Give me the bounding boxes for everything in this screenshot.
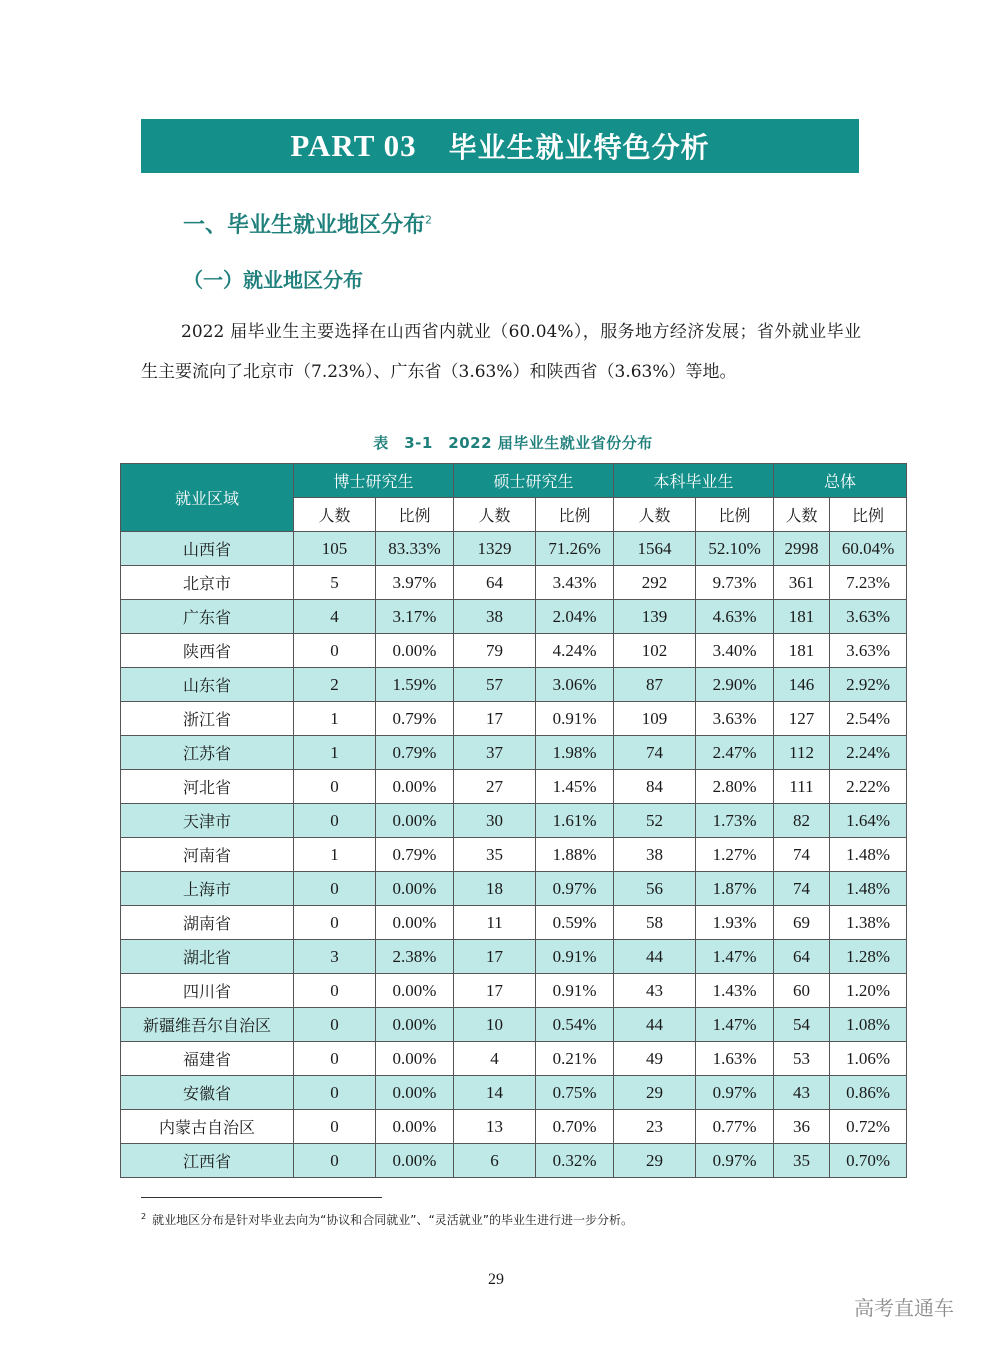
- sub-header-count: 人数: [294, 498, 376, 532]
- region-cell: 广东省: [121, 600, 294, 634]
- table-body: [121, 532, 907, 1178]
- count-cell: 74: [614, 736, 696, 770]
- count-cell: 69: [774, 906, 830, 940]
- sub-header-count: 人数: [454, 498, 536, 532]
- count-cell: 17: [454, 702, 536, 736]
- region-cell: 江西省: [121, 1144, 294, 1178]
- ratio-cell: 1.20%: [830, 974, 907, 1008]
- table-row: [121, 906, 907, 940]
- count-cell: 44: [614, 940, 696, 974]
- footnote-text: 就业地区分布是针对毕业去向为“协议和合同就业”、“灵活就业”的毕业生进行进一步分析。: [152, 1213, 633, 1227]
- ratio-cell: 0.00%: [376, 974, 454, 1008]
- ratio-cell: 0.00%: [376, 1076, 454, 1110]
- count-cell: 0: [294, 1042, 376, 1076]
- count-cell: 1329: [454, 532, 536, 566]
- ratio-cell: 0.86%: [830, 1076, 907, 1110]
- count-cell: 36: [774, 1110, 830, 1144]
- ratio-cell: 1.61%: [536, 804, 614, 838]
- ratio-cell: 1.98%: [536, 736, 614, 770]
- ratio-cell: 1.38%: [830, 906, 907, 940]
- count-cell: 127: [774, 702, 830, 736]
- count-cell: 0: [294, 906, 376, 940]
- count-cell: 53: [774, 1042, 830, 1076]
- ratio-cell: 3.06%: [536, 668, 614, 702]
- count-cell: 1: [294, 838, 376, 872]
- ratio-cell: 0.00%: [376, 770, 454, 804]
- region-cell: 湖北省: [121, 940, 294, 974]
- ratio-cell: 2.54%: [830, 702, 907, 736]
- count-cell: 6: [454, 1144, 536, 1178]
- ratio-cell: 4.24%: [536, 634, 614, 668]
- count-cell: 17: [454, 974, 536, 1008]
- ratio-cell: 1.48%: [830, 872, 907, 906]
- count-cell: 52: [614, 804, 696, 838]
- count-cell: 84: [614, 770, 696, 804]
- count-cell: 37: [454, 736, 536, 770]
- watermark-logo: 高考直通车: [854, 1296, 954, 1320]
- table-row: [121, 532, 907, 566]
- table-row: [121, 1110, 907, 1144]
- ratio-cell: 60.04%: [830, 532, 907, 566]
- count-cell: 4: [294, 600, 376, 634]
- ratio-cell: 0.72%: [830, 1110, 907, 1144]
- region-cell: 内蒙古自治区: [121, 1110, 294, 1144]
- ratio-cell: 1.63%: [696, 1042, 774, 1076]
- ratio-cell: 0.70%: [536, 1110, 614, 1144]
- count-cell: 82: [774, 804, 830, 838]
- count-cell: 0: [294, 804, 376, 838]
- ratio-cell: 0.00%: [376, 1008, 454, 1042]
- region-cell: 上海市: [121, 872, 294, 906]
- count-cell: 181: [774, 634, 830, 668]
- count-cell: 17: [454, 940, 536, 974]
- ratio-cell: 1.47%: [696, 1008, 774, 1042]
- count-cell: 87: [614, 668, 696, 702]
- region-cell: 安徽省: [121, 1076, 294, 1110]
- ratio-cell: 1.88%: [536, 838, 614, 872]
- ratio-cell: 1.45%: [536, 770, 614, 804]
- count-cell: 49: [614, 1042, 696, 1076]
- ratio-cell: 2.80%: [696, 770, 774, 804]
- table-row: [121, 1144, 907, 1178]
- section-heading: [183, 208, 432, 239]
- footnote-ref[interactable]: 2: [425, 213, 433, 227]
- ratio-cell: 0.00%: [376, 804, 454, 838]
- count-cell: 64: [454, 566, 536, 600]
- table-row: [121, 838, 907, 872]
- count-cell: 0: [294, 1008, 376, 1042]
- ratio-cell: 1.28%: [830, 940, 907, 974]
- ratio-cell: 1.87%: [696, 872, 774, 906]
- count-cell: 0: [294, 770, 376, 804]
- count-cell: 5: [294, 566, 376, 600]
- count-cell: 43: [614, 974, 696, 1008]
- table-row: [121, 702, 907, 736]
- count-cell: 292: [614, 566, 696, 600]
- ratio-cell: 0.91%: [536, 702, 614, 736]
- count-cell: 64: [774, 940, 830, 974]
- count-cell: 56: [614, 872, 696, 906]
- count-cell: 0: [294, 872, 376, 906]
- ratio-cell: 0.79%: [376, 702, 454, 736]
- ratio-cell: 1.64%: [830, 804, 907, 838]
- table-row: [121, 566, 907, 600]
- count-cell: 38: [614, 838, 696, 872]
- group-header-master: 硕士研究生: [454, 464, 614, 498]
- ratio-cell: 0.97%: [536, 872, 614, 906]
- count-cell: 1: [294, 736, 376, 770]
- part-title: 毕业生就业特色分析: [448, 131, 710, 164]
- ratio-cell: 3.17%: [376, 600, 454, 634]
- ratio-cell: 1.43%: [696, 974, 774, 1008]
- ratio-cell: 1.93%: [696, 906, 774, 940]
- ratio-cell: 3.63%: [830, 634, 907, 668]
- count-cell: 58: [614, 906, 696, 940]
- ratio-cell: 0.70%: [830, 1144, 907, 1178]
- ratio-cell: 0.00%: [376, 1144, 454, 1178]
- region-cell: 河北省: [121, 770, 294, 804]
- count-cell: 23: [614, 1110, 696, 1144]
- ratio-cell: 4.63%: [696, 600, 774, 634]
- region-cell: 新疆维吾尔自治区: [121, 1008, 294, 1042]
- ratio-cell: 0.91%: [536, 974, 614, 1008]
- count-cell: 57: [454, 668, 536, 702]
- ratio-cell: 0.21%: [536, 1042, 614, 1076]
- count-cell: 29: [614, 1144, 696, 1178]
- ratio-cell: 2.24%: [830, 736, 907, 770]
- ratio-cell: 3.40%: [696, 634, 774, 668]
- ratio-cell: 0.00%: [376, 1110, 454, 1144]
- count-cell: 13: [454, 1110, 536, 1144]
- page-number: 29: [488, 1271, 504, 1288]
- count-cell: 14: [454, 1076, 536, 1110]
- count-cell: 10: [454, 1008, 536, 1042]
- count-cell: 1: [294, 702, 376, 736]
- ratio-cell: 0.00%: [376, 906, 454, 940]
- ratio-cell: 0.00%: [376, 634, 454, 668]
- ratio-cell: 0.59%: [536, 906, 614, 940]
- count-cell: 74: [774, 872, 830, 906]
- table-row: [121, 668, 907, 702]
- part-banner: [141, 119, 859, 173]
- table-row: [121, 940, 907, 974]
- ratio-cell: 0.97%: [696, 1144, 774, 1178]
- count-cell: 361: [774, 566, 830, 600]
- table-row: [121, 736, 907, 770]
- group-header-bachelor: 本科毕业生: [614, 464, 774, 498]
- count-cell: 1564: [614, 532, 696, 566]
- ratio-cell: 83.33%: [376, 532, 454, 566]
- sub-header-ratio: 比例: [536, 498, 614, 532]
- section-heading-text: 一、毕业生就业地区分布: [183, 213, 426, 238]
- region-cell: 山西省: [121, 532, 294, 566]
- ratio-cell: 1.47%: [696, 940, 774, 974]
- ratio-cell: 1.06%: [830, 1042, 907, 1076]
- sub-header-ratio: 比例: [830, 498, 907, 532]
- region-cell: 四川省: [121, 974, 294, 1008]
- ratio-cell: 2.22%: [830, 770, 907, 804]
- ratio-cell: 2.38%: [376, 940, 454, 974]
- ratio-cell: 0.32%: [536, 1144, 614, 1178]
- region-cell: 山东省: [121, 668, 294, 702]
- table-row: [121, 634, 907, 668]
- count-cell: 18: [454, 872, 536, 906]
- table-row: [121, 974, 907, 1008]
- ratio-cell: 1.08%: [830, 1008, 907, 1042]
- table-row: [121, 872, 907, 906]
- region-cell: 江苏省: [121, 736, 294, 770]
- ratio-cell: 3.63%: [696, 702, 774, 736]
- count-cell: 11: [454, 906, 536, 940]
- region-cell: 陕西省: [121, 634, 294, 668]
- ratio-cell: 2.04%: [536, 600, 614, 634]
- sub-header-count: 人数: [614, 498, 696, 532]
- ratio-cell: 0.77%: [696, 1110, 774, 1144]
- table-row: [121, 1076, 907, 1110]
- column-header-region: 就业区域: [121, 464, 294, 532]
- sub-header-ratio: 比例: [376, 498, 454, 532]
- ratio-cell: 2.92%: [830, 668, 907, 702]
- table-row: [121, 1042, 907, 1076]
- table-row: [121, 1008, 907, 1042]
- footnote-divider: [141, 1197, 382, 1198]
- count-cell: 112: [774, 736, 830, 770]
- ratio-cell: 2.90%: [696, 668, 774, 702]
- part-number: PART 03: [290, 128, 417, 163]
- count-cell: 4: [454, 1042, 536, 1076]
- count-cell: 3: [294, 940, 376, 974]
- count-cell: 29: [614, 1076, 696, 1110]
- count-cell: 109: [614, 702, 696, 736]
- sub-header-ratio: 比例: [696, 498, 774, 532]
- ratio-cell: 1.27%: [696, 838, 774, 872]
- count-cell: 30: [454, 804, 536, 838]
- region-cell: 福建省: [121, 1042, 294, 1076]
- count-cell: 35: [774, 1144, 830, 1178]
- count-cell: 43: [774, 1076, 830, 1110]
- table-row: [121, 600, 907, 634]
- count-cell: 35: [454, 838, 536, 872]
- count-cell: 146: [774, 668, 830, 702]
- ratio-cell: 0.97%: [696, 1076, 774, 1110]
- ratio-cell: 0.75%: [536, 1076, 614, 1110]
- ratio-cell: 71.26%: [536, 532, 614, 566]
- count-cell: 27: [454, 770, 536, 804]
- count-cell: 2998: [774, 532, 830, 566]
- ratio-cell: 0.54%: [536, 1008, 614, 1042]
- count-cell: 79: [454, 634, 536, 668]
- ratio-cell: 0.79%: [376, 736, 454, 770]
- region-cell: 湖南省: [121, 906, 294, 940]
- ratio-cell: 0.91%: [536, 940, 614, 974]
- ratio-cell: 52.10%: [696, 532, 774, 566]
- table-row: [121, 770, 907, 804]
- ratio-cell: 0.00%: [376, 872, 454, 906]
- table-row: [121, 804, 907, 838]
- count-cell: 0: [294, 1144, 376, 1178]
- region-cell: 北京市: [121, 566, 294, 600]
- footnote: [141, 1211, 633, 1228]
- count-cell: 111: [774, 770, 830, 804]
- count-cell: 0: [294, 634, 376, 668]
- subsection-heading: （一）就业地区分布: [183, 268, 363, 292]
- count-cell: 54: [774, 1008, 830, 1042]
- count-cell: 102: [614, 634, 696, 668]
- ratio-cell: 7.23%: [830, 566, 907, 600]
- count-cell: 0: [294, 974, 376, 1008]
- group-header-phd: 博士研究生: [294, 464, 454, 498]
- ratio-cell: 3.63%: [830, 600, 907, 634]
- ratio-cell: 0.79%: [376, 838, 454, 872]
- ratio-cell: 3.97%: [376, 566, 454, 600]
- sub-header-count: 人数: [774, 498, 830, 532]
- group-header-total: 总体: [774, 464, 907, 498]
- region-cell: 浙江省: [121, 702, 294, 736]
- count-cell: 38: [454, 600, 536, 634]
- count-cell: 0: [294, 1110, 376, 1144]
- count-cell: 139: [614, 600, 696, 634]
- region-cell: 天津市: [121, 804, 294, 838]
- count-cell: 0: [294, 1076, 376, 1110]
- count-cell: 105: [294, 532, 376, 566]
- count-cell: 60: [774, 974, 830, 1008]
- province-distribution-table: [120, 463, 907, 1178]
- ratio-cell: 1.73%: [696, 804, 774, 838]
- count-cell: 181: [774, 600, 830, 634]
- ratio-cell: 2.47%: [696, 736, 774, 770]
- count-cell: 44: [614, 1008, 696, 1042]
- count-cell: 2: [294, 668, 376, 702]
- ratio-cell: 3.43%: [536, 566, 614, 600]
- ratio-cell: 1.59%: [376, 668, 454, 702]
- ratio-cell: 0.00%: [376, 1042, 454, 1076]
- body-paragraph: 2022 届毕业生主要选择在山西省内就业（60.04%），服务地方经济发展；省外就业毕业生主要流向了北京市（7.23%）、广东省（3.63%）和陕西省（3.63%）等地。: [141, 322, 861, 382]
- footnote-mark: 2: [141, 1212, 147, 1221]
- region-cell: 河南省: [121, 838, 294, 872]
- ratio-cell: 9.73%: [696, 566, 774, 600]
- ratio-cell: 1.48%: [830, 838, 907, 872]
- count-cell: 74: [774, 838, 830, 872]
- table-caption: 表 3-1 2022 届毕业生就业省份分布: [373, 434, 653, 452]
